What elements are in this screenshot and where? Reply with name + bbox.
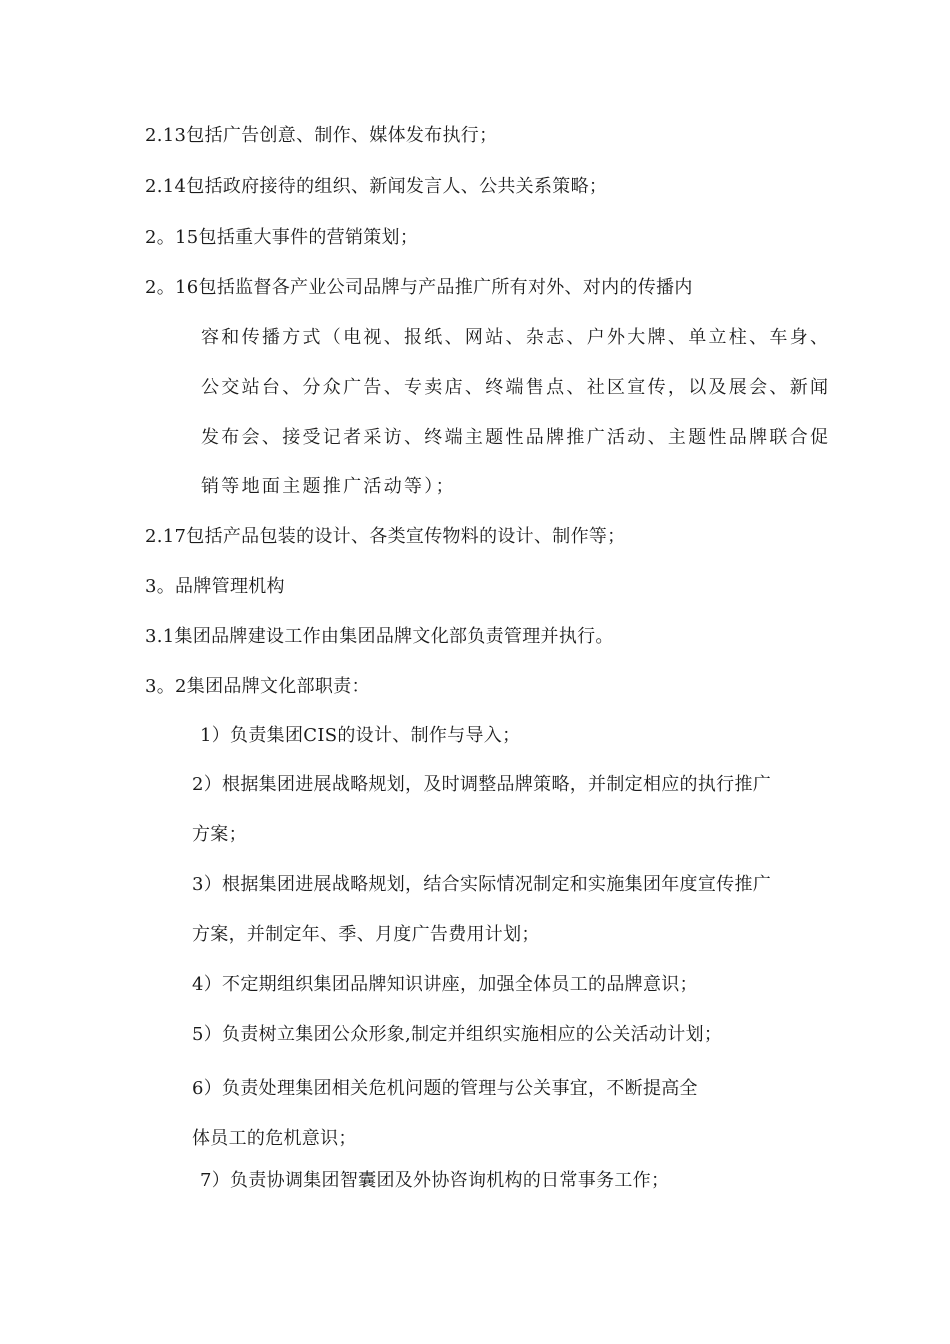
- duty-6-line-2: 体员工的危机意识；: [192, 1128, 357, 1149]
- item-2-16-line-1: 2。16包括监督各产业公司品牌与产品推广所有对外、对内的传播内: [145, 277, 693, 298]
- item-3-2: 3。2集团品牌文化部职责：: [145, 676, 370, 697]
- item-2-13: 2.13包括广告创意、制作、媒体发布执行；: [145, 125, 498, 146]
- item-2-17: 2.17包括产品包装的设计、各类宣传物料的设计、制作等；: [145, 526, 626, 547]
- duty-3-line-1: 3）根据集团进展战略规划，结合实际情况制定和实施集团年度宣传推广: [192, 874, 772, 895]
- duty-2-line-2: 方案；: [192, 824, 247, 845]
- duty-3-line-2: 方案，并制定年、季、月度广告费用计划；: [192, 924, 540, 945]
- duty-7: 7）负责协调集团智囊团及外协咨询机构的日常事务工作；: [200, 1170, 670, 1191]
- item-2-16-line-4: 发布会、接受记者采访、终端主题性品牌推广活动、主题性品牌联合促: [201, 427, 831, 448]
- duty-6-line-1: 6）负责处理集团相关危机问题的管理与公关事宜，不断提高全: [192, 1078, 698, 1099]
- duty-5: 5）负责树立集团公众形象,制定并组织实施相应的公关活动计划；: [192, 1024, 723, 1045]
- item-2-16-line-2: 容和传播方式（电视、报纸、网站、杂志、户外大牌、单立柱、车身、: [201, 327, 831, 348]
- duty-2-line-1: 2）根据集团进展战略规划，及时调整品牌策略，并制定相应的执行推广: [192, 774, 772, 795]
- item-2-16-line-5: 销等地面主题推广活动等）；: [201, 476, 456, 497]
- duty-4: 4）不定期组织集团品牌知识讲座，加强全体员工的品牌意识；: [192, 974, 698, 995]
- item-2-14: 2.14包括政府接待的组织、新闻发言人、公共关系策略；: [145, 176, 608, 197]
- duty-1: 1）负责集团CIS的设计、制作与导入；: [200, 725, 521, 746]
- heading-3: 3。品牌管理机构: [145, 576, 285, 597]
- item-3-1: 3.1集团品牌建设工作由集团品牌文化部负责管理并执行。: [145, 626, 614, 647]
- item-2-16-line-3: 公交站台、分众广告、专卖店、终端售点、社区宣传，以及展会、新闻: [201, 377, 831, 398]
- item-2-15: 2。15包括重大事件的营销策划；: [145, 227, 419, 248]
